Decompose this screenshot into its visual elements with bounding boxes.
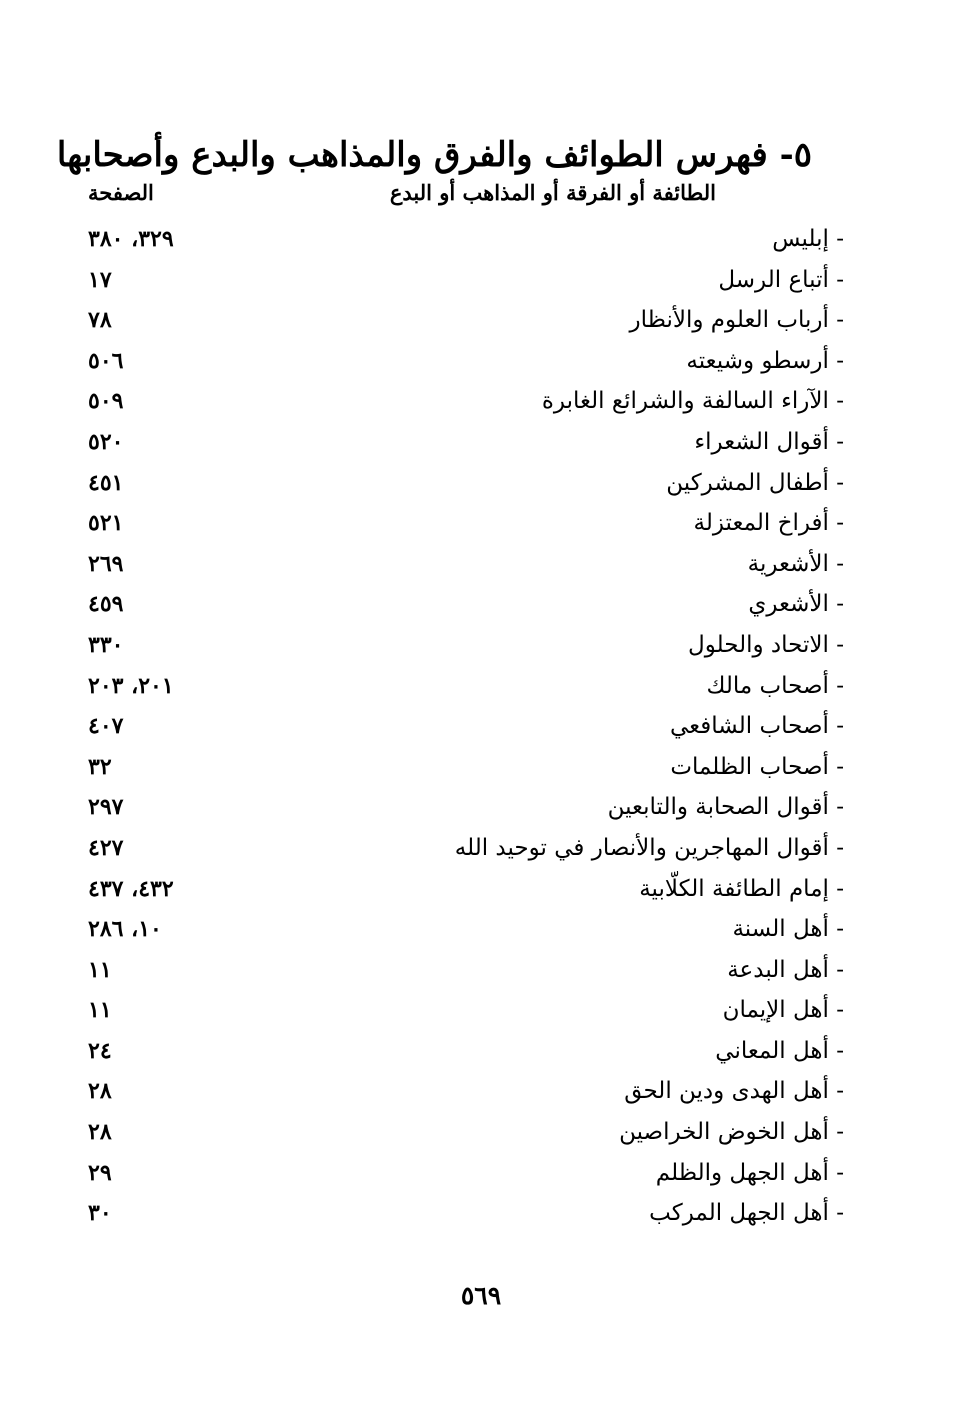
entry-pages: ٧٨ <box>88 307 112 334</box>
entry-name: - أفراخ المعتزلة <box>693 510 844 537</box>
entry-pages: ١١ <box>88 956 112 983</box>
entry-pages: ٢٩ <box>88 1159 112 1186</box>
entry-pages: ٢٠١، ٢٠٣ <box>88 672 174 699</box>
header-entry: الطائفة أو الفرقة أو المذاهب أو البدع <box>389 180 716 205</box>
entry-name: - أهل الجهل المركب <box>649 1200 844 1227</box>
index-entry <box>80 706 844 747</box>
index-entry <box>80 625 844 666</box>
entry-pages: ٥٢١ <box>88 510 124 537</box>
entry-pages: ٢٨ <box>88 1078 112 1105</box>
entry-name: - أهل الجهل والظلم <box>655 1159 844 1186</box>
index-entry <box>80 381 844 422</box>
entry-pages: ٢٨ <box>88 1119 112 1146</box>
page-title: ٥- فهرس الطوائف والفرق والمذاهب والبدع وأصحابها <box>56 134 812 175</box>
entry-name: - أهل المعاني <box>715 1037 844 1064</box>
index-entry <box>80 869 844 910</box>
entry-name: - أهل الإيمان <box>722 997 844 1024</box>
index-entry <box>80 219 844 260</box>
index-entry <box>80 422 844 463</box>
entry-name: - أهل البدعة <box>727 956 844 983</box>
entry-name: - أتباع الرسل <box>718 266 844 293</box>
header-page: الصفحة <box>88 180 154 205</box>
entry-name: - أصحاب الشافعي <box>669 713 844 740</box>
entry-pages: ٥٢٠ <box>88 428 124 455</box>
index-entry <box>80 1153 844 1194</box>
entry-pages: ٤٢٧ <box>88 834 124 861</box>
entry-pages: ٢٦٩ <box>88 550 124 577</box>
entry-name: - أطفال المشركين <box>666 469 844 496</box>
entry-name: - الآراء السالفة والشرائع الغابرة <box>541 388 844 415</box>
index-entry <box>80 909 844 950</box>
index-entry <box>80 544 844 585</box>
entry-pages: ٣٢ <box>88 753 112 780</box>
index-entry <box>80 787 844 828</box>
entry-pages: ١٧ <box>88 266 112 293</box>
entry-name: - أقوال الشعراء <box>694 428 844 455</box>
entry-pages: ٤٥١ <box>88 469 124 496</box>
entry-name: - أقوال المهاجرين والأنصار في توحيد الله <box>454 834 844 861</box>
index-entry <box>80 503 844 544</box>
index-entry <box>80 990 844 1031</box>
entry-name: - أهل الهدى ودين الحق <box>624 1078 844 1105</box>
entry-name: - أرباب العلوم والأنظار <box>629 307 844 334</box>
entry-name: - الأشعرية <box>747 550 844 577</box>
entry-name: - إمام الطائفة الكلّابية <box>639 875 844 902</box>
index-entry <box>80 666 844 707</box>
entry-pages: ٤٣٢، ٤٣٧ <box>88 875 174 902</box>
index-entry <box>80 300 844 341</box>
index-entry <box>80 950 844 991</box>
entry-name: - أهل السنة <box>732 916 844 943</box>
page-number: ٥٦٩ <box>460 1281 502 1310</box>
entry-name: - إبليس <box>772 226 844 252</box>
index-entry <box>80 747 844 788</box>
entry-pages: ٥٠٦ <box>88 347 124 374</box>
index-list <box>80 219 844 1234</box>
index-entry <box>80 584 844 625</box>
entry-pages: ٥٠٩ <box>88 388 124 415</box>
column-headers <box>80 176 716 210</box>
index-entry <box>80 1193 844 1234</box>
entry-name: - أرسطو وشيعته <box>686 347 844 374</box>
index-entry <box>80 341 844 382</box>
entry-pages: ١١ <box>88 997 112 1024</box>
index-entry <box>80 463 844 504</box>
entry-name: - أصحاب الظلمات <box>670 753 844 780</box>
entry-pages: ٢٩٧ <box>88 794 124 821</box>
entry-pages: ٣٢٩، ٣٨٠ <box>88 226 174 252</box>
entry-name: - أهل الخوض الخراصين <box>619 1119 844 1146</box>
index-entry <box>80 1031 844 1072</box>
index-entry <box>80 260 844 301</box>
entry-pages: ٣٠ <box>88 1200 112 1227</box>
index-entry <box>80 1071 844 1112</box>
entry-pages: ٢٤ <box>88 1037 112 1064</box>
entry-pages: ١٠، ٢٨٦ <box>88 916 162 943</box>
index-entry <box>80 828 844 869</box>
index-entry <box>80 1112 844 1153</box>
entry-pages: ٤٠٧ <box>88 713 124 740</box>
entry-name: - أقوال الصحابة والتابعين <box>607 794 844 821</box>
entry-name: - الأشعري <box>748 591 844 618</box>
entry-name: - أصحاب مالك <box>706 672 844 699</box>
entry-pages: ٣٣٠ <box>88 631 124 658</box>
entry-name: - الاتحاد والحلول <box>688 631 844 658</box>
entry-pages: ٤٥٩ <box>88 591 124 618</box>
